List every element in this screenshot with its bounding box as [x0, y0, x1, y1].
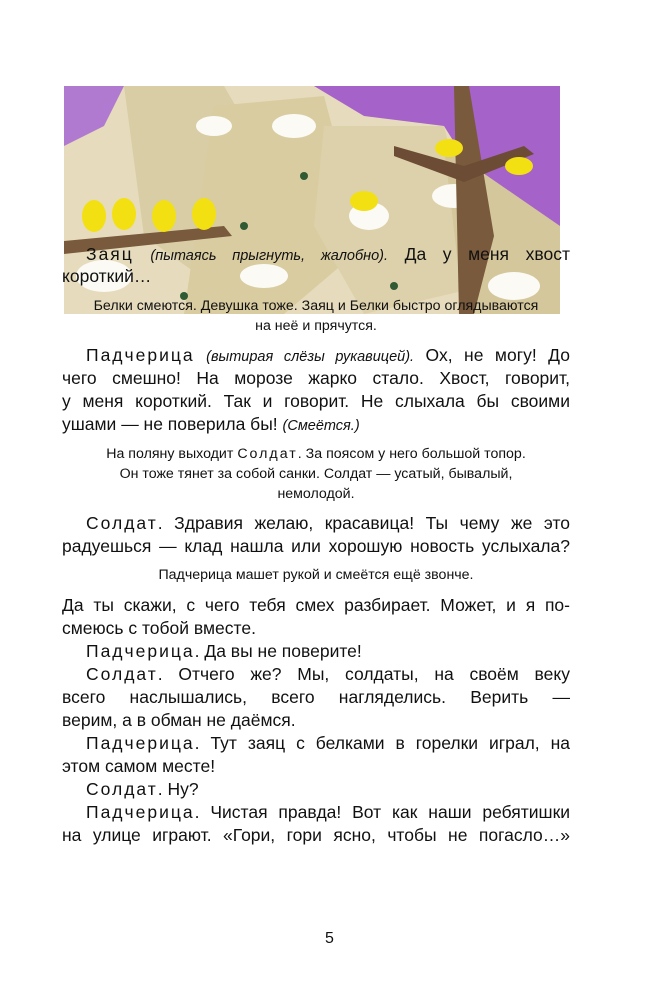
speaker-soldier: Солдат — [86, 513, 158, 533]
replica-text: Ох, не могу! До — [425, 345, 570, 365]
replica-text-line: этом самом месте! — [62, 756, 216, 776]
stage-direction: на неё и прячутся. — [255, 318, 377, 334]
replica-soldier — [62, 663, 570, 685]
replica-text: . Отчего же? Мы, солдаты, на своём веку — [157, 664, 570, 684]
speaker-stepdaughter: Падчерица — [86, 641, 195, 661]
replica-text: . Здравия желаю, красавица! Ты чему же это — [157, 513, 570, 533]
replica-stepdaughter — [62, 344, 570, 368]
replica-text: . Тут заяц с белками в горелки играл, на — [194, 733, 570, 753]
replica-text: . Да вы не поверите! — [194, 641, 362, 661]
speaker-soldier: Солдат — [86, 779, 158, 799]
stage-remark: (вытирая слёзы рукавицей). — [206, 349, 415, 365]
speaker-stepdaughter: Падчерица — [86, 802, 195, 822]
replica-text-line: радуешься — клад нашла или хорошую новость услыхала? — [62, 536, 570, 556]
stage-direction: Падчерица машет рукой и смеётся ещё звонче. — [158, 567, 474, 583]
replica-text-line: чего смешно! На морозе жарко стало. Хвост, говорит, — [62, 368, 570, 388]
stage-direction: Он тоже тянет за собой санки. Солдат — усатый, бывалый, — [119, 466, 513, 482]
replica-soldier — [62, 512, 570, 534]
speaker-stepdaughter: Падчерица — [86, 733, 195, 753]
replica-text-line: верим, а в обман не даёмся. — [62, 710, 296, 730]
replica-text: ушами — не поверила бы! — [62, 414, 278, 434]
replica-text-line: всего наслышались, всего нагляделись. Верить — — [62, 687, 570, 707]
page-number: 5 — [325, 930, 334, 947]
replica-text-line — [62, 413, 570, 437]
stage-name: Солдат — [237, 446, 298, 462]
speaker-stepdaughter: Падчерица — [86, 345, 195, 365]
stage-remark: (пытаясь прыгнуть, жалобно). — [150, 248, 389, 264]
replica-text: . Ну? — [157, 779, 199, 799]
speaker-hare: Заяц — [86, 244, 134, 264]
replica-hare — [62, 243, 570, 267]
replica-text-line: короткий… — [62, 266, 152, 286]
replica-text: Да у меня хвост — [404, 244, 570, 264]
replica-soldier — [62, 778, 570, 800]
replica-stepdaughter — [62, 640, 570, 662]
replica-text-line: Да ты скажи, с чего тебя смех разбирает. Может, и я по- — [62, 595, 570, 615]
stage-direction — [62, 444, 570, 464]
stage-remark: (Смеётся.) — [282, 418, 360, 434]
speaker-soldier: Солдат — [86, 664, 158, 684]
stage-direction: немолодой. — [277, 486, 355, 502]
replica-text-line: у меня короткий. Так и говорит. Не слыхала бы своими — [62, 391, 570, 411]
stage-text: На поляну выходит — [106, 446, 234, 462]
replica-stepdaughter — [62, 732, 570, 754]
replica-text: . Чистая правда! Вот как наши ребятишки — [194, 802, 570, 822]
replica-stepdaughter — [62, 801, 570, 823]
stage-text: . За поясом у него большой топор. — [297, 446, 526, 462]
replica-text-line: смеюсь с тобой вместе. — [62, 618, 256, 638]
replica-text-line: на улице играют. «Гори, гори ясно, чтобы не погасло…» — [62, 825, 570, 845]
stage-direction: Белки смеются. Девушка тоже. Заяц и Белки быстро оглядываются — [93, 298, 539, 314]
